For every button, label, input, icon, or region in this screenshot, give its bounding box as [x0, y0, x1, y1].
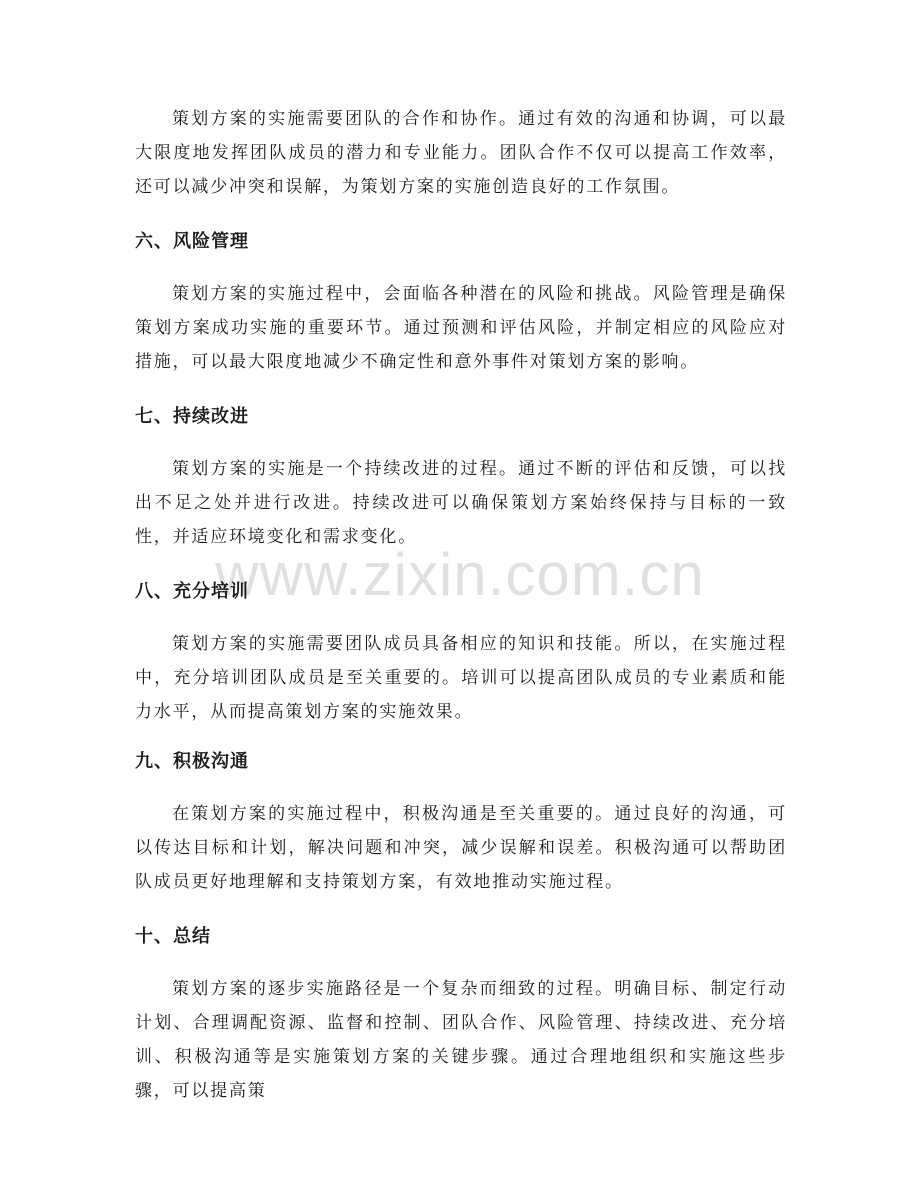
watermark-text: www.zixin.com.cn	[215, 541, 705, 608]
section-paragraph-continuous-improvement: 策划方案的实施是一个持续改进的过程。通过不断的评估和反馈，可以找出不足之处并进行改进。持续改进可以确保策划方案始终保持与目标的一致性，并适应环境变化和需求变化。	[135, 459, 787, 547]
section-heading-summary: 十、总结	[135, 926, 211, 947]
section-heading-training: 八、充分培训	[135, 581, 249, 602]
section-paragraph-summary: 策划方案的逐步实施路径是一个复杂而细致的过程。明确目标、制定行动计划、合理调配资源、监督和控制、团队合作、风险管理、持续改进、充分培训、积极沟通等是实施策划方案的关键步骤。通过合理地组织和实施这些步骤，可以提高策	[135, 979, 787, 1101]
section-heading-communication: 九、积极沟通	[135, 751, 249, 772]
section-heading-continuous-improvement: 七、持续改进	[135, 406, 249, 427]
section-paragraph-communication: 在策划方案的实施过程中，积极沟通是至关重要的。通过良好的沟通，可以传达目标和计划，解决问题和冲突，减少误解和误差。积极沟通可以帮助团队成员更好地理解和支持策划方案，有效地推动实施过程。	[135, 804, 787, 892]
section-heading-risk-management: 六、风险管理	[135, 231, 249, 252]
section-paragraph-risk-management: 策划方案的实施过程中，会面临各种潜在的风险和挑战。风险管理是确保策划方案成功实施的重要环节。通过预测和评估风险，并制定相应的风险应对措施，可以最大限度地减少不确定性和意外事件对策划方案的影响。	[135, 284, 787, 372]
section-paragraph-training: 策划方案的实施需要团队成员具备相应的知识和技能。所以，在实施过程中，充分培训团队成员是至关重要的。培训可以提高团队成员的专业素质和能力水平，从而提高策划方案的实施效果。	[135, 634, 787, 722]
intro-paragraph: 策划方案的实施需要团队的合作和协作。通过有效的沟通和协调，可以最大限度地发挥团队成员的潜力和专业能力。团队合作不仅可以提高工作效率，还可以减少冲突和误解，为策划方案的实施创造良好的工作氛围。	[135, 109, 787, 197]
